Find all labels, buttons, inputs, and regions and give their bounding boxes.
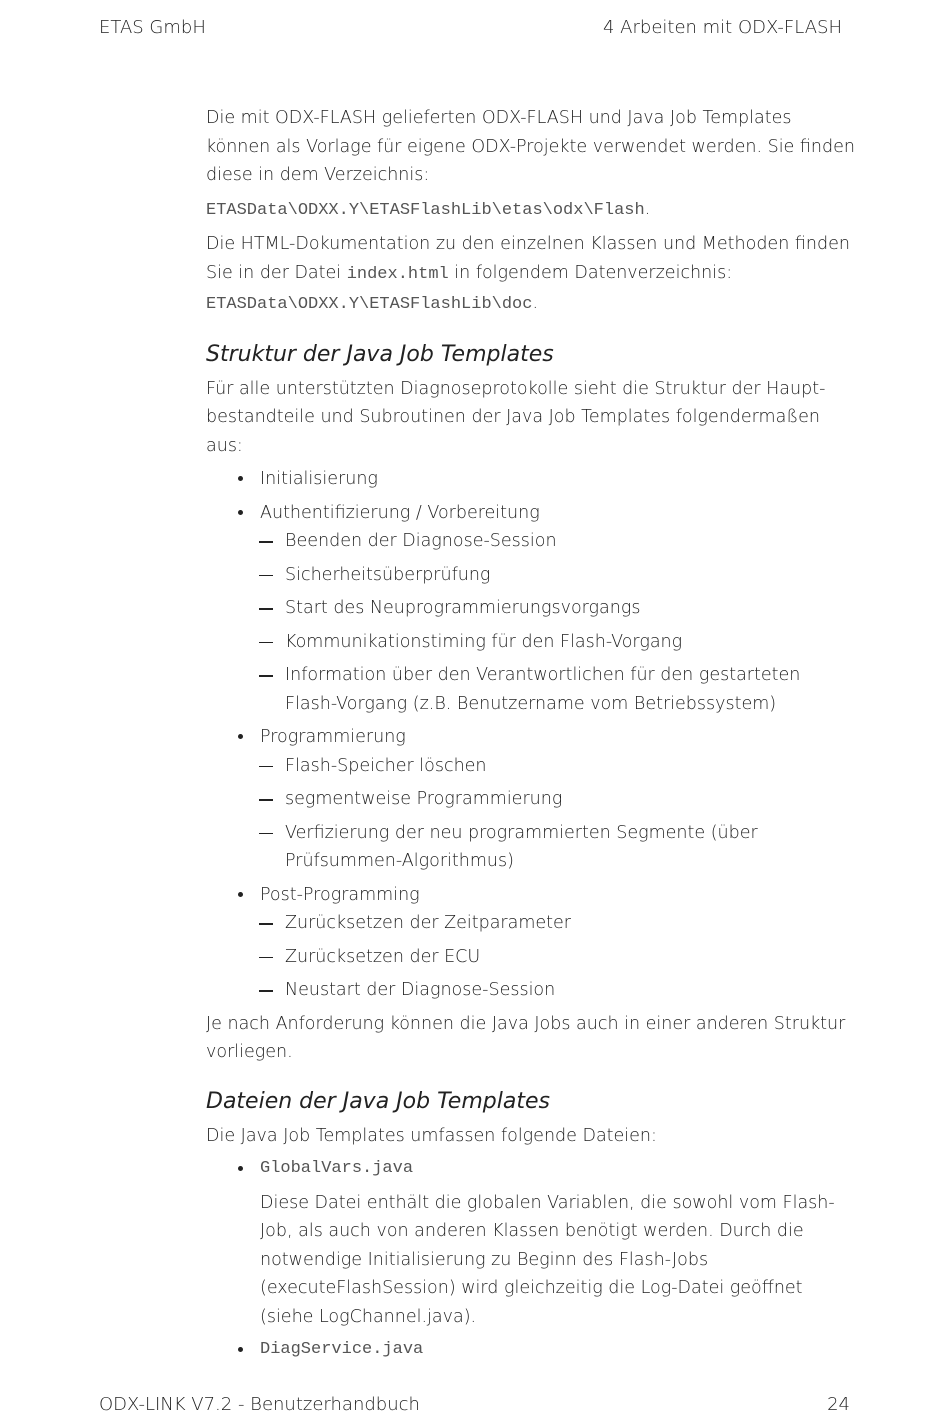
header-chapter: 4 Arbeiten mit ODX-FLASH — [603, 17, 842, 38]
structure-item-label: Authentifizierung / Vorbereitung — [260, 502, 540, 523]
structure-item-label: Post-Programming — [260, 884, 420, 905]
section-heading-structure: Struktur der Java Job Templates — [206, 341, 554, 367]
footer-page-number: 24 — [827, 1394, 850, 1415]
dash-icon — [259, 957, 273, 959]
structure-subitem — [206, 628, 858, 657]
dash-icon — [259, 833, 273, 835]
structure-subitem-label: Start des Neuprogrammierungsvorgangs — [285, 598, 641, 618]
structure-subitem — [206, 943, 858, 972]
bullet-icon — [238, 1347, 243, 1352]
structure-subitem-label: Kommunikationstiming für den Flash-Vorgang — [285, 631, 683, 652]
dash-icon — [259, 766, 273, 768]
intro-p2-text: Die HTML-Dokumentation zu den einzelnen Klassen und Methoden finden Sie in der Datei — [206, 234, 850, 283]
intro-p2-text-end: in folgendem Datenverzeichnis: — [448, 262, 733, 283]
structure-subitem — [206, 527, 858, 556]
structure-sublist — [260, 752, 858, 876]
dash-icon — [259, 990, 273, 992]
index-html-code: index.html — [346, 264, 449, 284]
dash-icon — [259, 799, 273, 801]
files-intro: Die Java Job Templates umfassen folgende Dateien: — [206, 1125, 657, 1146]
structure-subitem — [206, 594, 858, 623]
dash-icon — [259, 642, 273, 644]
structure-subitem — [206, 819, 858, 876]
path-code: ETASData\ODXX.Y\ETASFlashLib\etas\odx\Flash — [206, 200, 645, 220]
period: . — [644, 198, 651, 219]
dash-icon — [259, 923, 273, 925]
path-code: ETASData\ODXX.Y\ETASFlashLib\doc — [206, 295, 533, 314]
structure-subitem-label: Information über den Verantwortlichen für den gestarteten Flash-Vorgang (z.B. Benutzername vom Betriebssystem) — [285, 665, 801, 714]
file-description: Diese Datei enthält die globalen Variablen, die sowohl vom Flash-Job, als auch von anderen Klassen benötigt werden. Durch die notwendige Initialisierung zu Beginn des Flash-Jobs (executeFlashSession) wird gleichzeitig die Log-Datei geöffnet (siehe LogChannel.java). — [260, 1192, 835, 1327]
structure-subitem-label: Beenden der Diagnose-Session — [285, 531, 557, 551]
structure-outro: Je nach Anforderung können die Java Jobs auch in einer anderen Struktur vorliegen. — [206, 1013, 846, 1062]
structure-subitem-label: Zurücksetzen der Zeitparameter — [285, 913, 571, 933]
file-name: GlobalVars.java — [260, 1159, 414, 1178]
page-content — [206, 104, 858, 1370]
file-name: DiagService.java — [260, 1340, 424, 1359]
structure-sublist — [260, 527, 858, 718]
structure-subitem — [206, 561, 858, 590]
file-item — [206, 1155, 858, 1331]
intro-paragraph-1: Die mit ODX-FLASH gelieferten ODX-FLASH und Java Job Templates können als Vorlage für eigene ODX-Projekte verwendet werden. Sie finden diese in dem Verzeichnis: — [206, 108, 855, 185]
file-item — [206, 1336, 858, 1365]
structure-item — [206, 465, 858, 494]
structure-subitem — [206, 909, 858, 938]
structure-subitem-label: Zurücksetzen der ECU — [285, 946, 481, 967]
structure-item-label: Initialisierung — [260, 469, 378, 489]
section-heading-files: Dateien der Java Job Templates — [206, 1088, 550, 1114]
doc-path — [206, 289, 858, 320]
structure-subitem-label: Flash-Speicher löschen — [285, 755, 487, 776]
structure-subitem — [206, 976, 858, 1005]
structure-subitem — [206, 661, 858, 718]
dash-icon — [259, 608, 273, 610]
structure-subitem — [206, 752, 858, 781]
period: . — [532, 293, 539, 313]
dash-icon — [259, 675, 273, 677]
intro-paragraph-2 — [206, 230, 858, 289]
bullet-icon — [238, 476, 243, 481]
structure-subitem-label: Verfizierung der neu programmierten Segmente (über Prüfsummen-Algorithmus) — [285, 822, 758, 871]
bullet-icon — [238, 1166, 243, 1171]
structure-item-label: Programmierung — [260, 727, 406, 747]
header-company: ETAS GmbH — [99, 17, 206, 38]
bullet-icon — [238, 734, 243, 739]
structure-sublist — [260, 909, 858, 1005]
structure-item — [206, 881, 858, 1005]
dash-icon — [259, 575, 273, 577]
footer-manual-title: ODX-LINK V7.2 - Benutzerhandbuch — [99, 1394, 420, 1415]
structure-subitem-label: segmentweise Programmierung — [285, 789, 563, 809]
structure-item — [206, 499, 858, 719]
flash-template-path — [206, 195, 858, 226]
structure-intro: Für alle unterstützten Diagnoseprotokolle sieht die Struktur der Hauptbestandteile und Subroutinen der Java Job Templates folgendermaßen aus: — [206, 378, 826, 456]
dash-icon — [259, 541, 273, 543]
bullet-icon — [238, 892, 243, 897]
files-list — [206, 1155, 858, 1365]
structure-item — [206, 723, 858, 876]
structure-subitem-label: Neustart der Diagnose-Session — [285, 980, 556, 1000]
bullet-icon — [238, 510, 243, 515]
structure-list — [206, 465, 858, 1005]
structure-subitem-label: Sicherheitsüberprüfung — [285, 564, 491, 585]
structure-subitem — [206, 785, 858, 814]
